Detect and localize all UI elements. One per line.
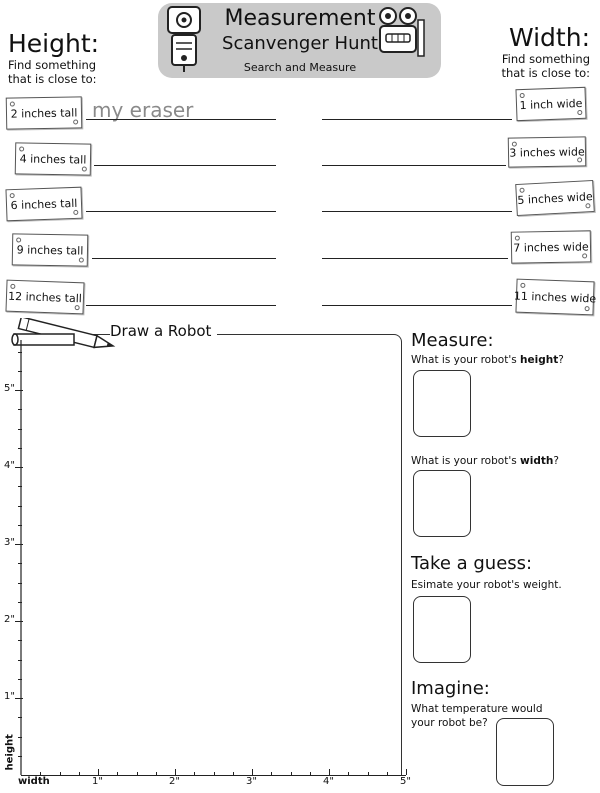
ruler-major-tick: [175, 769, 176, 775]
ruler-major-tick: [15, 621, 23, 622]
ruler-minor-tick: [271, 772, 272, 775]
height-ruler-label: 1": [4, 691, 15, 702]
ruler-minor-tick: [368, 772, 369, 775]
measure-height-question: [411, 353, 564, 367]
ruler-minor-tick: [348, 772, 349, 775]
measure-width-post: ?: [553, 455, 559, 467]
banner-title-line2: Scanvenger Hunt: [222, 33, 378, 54]
width-card: 11 inches wide: [515, 279, 594, 316]
width-answer-line: [322, 211, 512, 212]
height-answer-line: [86, 305, 276, 306]
ruler-minor-tick: [18, 737, 22, 738]
measure-width-bold: width: [520, 455, 554, 467]
ruler-minor-tick: [18, 640, 22, 641]
width-answer-box[interactable]: [413, 470, 471, 537]
width-ruler-label: 4": [323, 776, 334, 787]
height-answer-line: [86, 211, 276, 212]
width-ruler-label: 2": [169, 776, 180, 787]
banner-title: [200, 6, 400, 56]
width-ruler-axis: [21, 775, 406, 776]
ruler-minor-tick: [18, 717, 22, 718]
width-card: 1 inch wide: [515, 87, 586, 121]
imagine-question-line1: What temperature would: [411, 703, 543, 715]
ruler-minor-tick: [18, 352, 22, 353]
width-instructions-line2: that is close to:: [501, 66, 590, 80]
x-axis-label: width: [18, 776, 50, 787]
ruler-minor-tick: [194, 772, 195, 775]
height-ruler-label: 3": [4, 537, 15, 548]
width-answer-line: [322, 119, 512, 120]
width-card: 5 inches wide: [515, 180, 595, 216]
height-card: 4 inches tall: [15, 142, 92, 175]
width-ruler-label: 5": [400, 776, 411, 787]
banner-subtitle: Search and Measure: [243, 61, 357, 74]
ruler-minor-tick: [18, 602, 22, 603]
ruler-minor-tick: [18, 371, 22, 372]
ruler-minor-tick: [18, 409, 22, 410]
ruler-major-tick: [406, 769, 407, 775]
ruler-major-tick: [15, 467, 23, 468]
ruler-minor-tick: [310, 772, 311, 775]
height-card: 6 inches tall: [5, 187, 82, 222]
height-ruler: [0, 340, 30, 782]
ruler-minor-tick: [18, 756, 22, 757]
measure-height-post: ?: [558, 354, 564, 366]
height-heading: Height:: [8, 29, 100, 58]
width-card: 3 inches wide: [508, 136, 587, 167]
height-card: 2 inches tall: [6, 96, 83, 129]
ruler-minor-tick: [60, 772, 61, 775]
ruler-minor-tick: [156, 772, 157, 775]
height-answer-line: [94, 165, 276, 166]
guess-heading: Take a guess:: [411, 553, 533, 574]
width-heading: Width:: [508, 23, 590, 52]
ruler-major-tick: [98, 769, 99, 775]
draw-robot-title: Draw a Robot: [110, 322, 217, 340]
ruler-minor-tick: [291, 772, 292, 775]
ruler-minor-tick: [137, 772, 138, 775]
ruler-minor-tick: [79, 772, 80, 775]
measure-width-text: What is your robot's: [411, 455, 521, 467]
width-answer-line: [322, 165, 506, 166]
width-instructions: [501, 52, 590, 80]
height-card: 9 inches tall: [12, 233, 89, 266]
height-ruler-label: 5": [4, 383, 15, 394]
width-answer-line: [322, 258, 508, 259]
ruler-major-tick: [15, 390, 23, 391]
ruler-major-tick: [329, 769, 330, 775]
height-instructions-line1: Find something: [8, 58, 97, 72]
ruler-minor-tick: [18, 506, 22, 507]
width-answer-line: [322, 305, 512, 306]
ruler-minor-tick: [387, 772, 388, 775]
ruler-major-tick: [252, 769, 253, 775]
height-answer-line: [86, 119, 276, 120]
ruler-minor-tick: [214, 772, 215, 775]
banner-title-line1: Measurement: [224, 6, 376, 31]
measure-width-question: [411, 454, 559, 468]
ruler-minor-tick: [18, 448, 22, 449]
measure-height-text: What is your robot's: [411, 354, 521, 366]
temperature-answer-box[interactable]: [496, 718, 554, 786]
height-instructions: [8, 58, 97, 86]
ruler-minor-tick: [233, 772, 234, 775]
height-answer[interactable]: my eraser: [92, 98, 194, 122]
width-instructions-line1: Find something: [501, 52, 590, 66]
weight-answer-box[interactable]: [413, 596, 471, 663]
ruler-minor-tick: [40, 772, 41, 775]
ruler-minor-tick: [18, 525, 22, 526]
width-ruler-label: 3": [246, 776, 257, 787]
ruler-major-tick: [15, 698, 23, 699]
height-answer-box[interactable]: [413, 370, 471, 437]
ruler-major-tick: [15, 544, 23, 545]
ruler-minor-tick: [117, 772, 118, 775]
y-axis-label: height: [4, 734, 16, 771]
height-ruler-label: 2": [4, 614, 15, 625]
ruler-minor-tick: [18, 486, 22, 487]
ruler-minor-tick: [18, 679, 22, 680]
guess-question: Esimate your robot's weight.: [411, 579, 562, 591]
height-instructions-line2: that is close to:: [8, 72, 97, 86]
width-ruler-label: 1": [92, 776, 103, 787]
ruler-minor-tick: [18, 429, 22, 430]
imagine-question-line2: your robot be?: [411, 717, 488, 729]
drawing-area[interactable]: [21, 334, 402, 776]
ruler-minor-tick: [18, 563, 22, 564]
imagine-heading: Imagine:: [411, 678, 490, 699]
ruler-minor-tick: [18, 660, 22, 661]
height-ruler-label: 4": [4, 460, 15, 471]
width-card: 7 inches wide: [511, 230, 592, 263]
ruler-minor-tick: [18, 583, 22, 584]
height-card: 12 inches tall: [5, 280, 84, 315]
height-answer-line: [92, 258, 276, 259]
measure-heading: Measure:: [411, 330, 494, 351]
measure-height-bold: height: [520, 354, 559, 366]
